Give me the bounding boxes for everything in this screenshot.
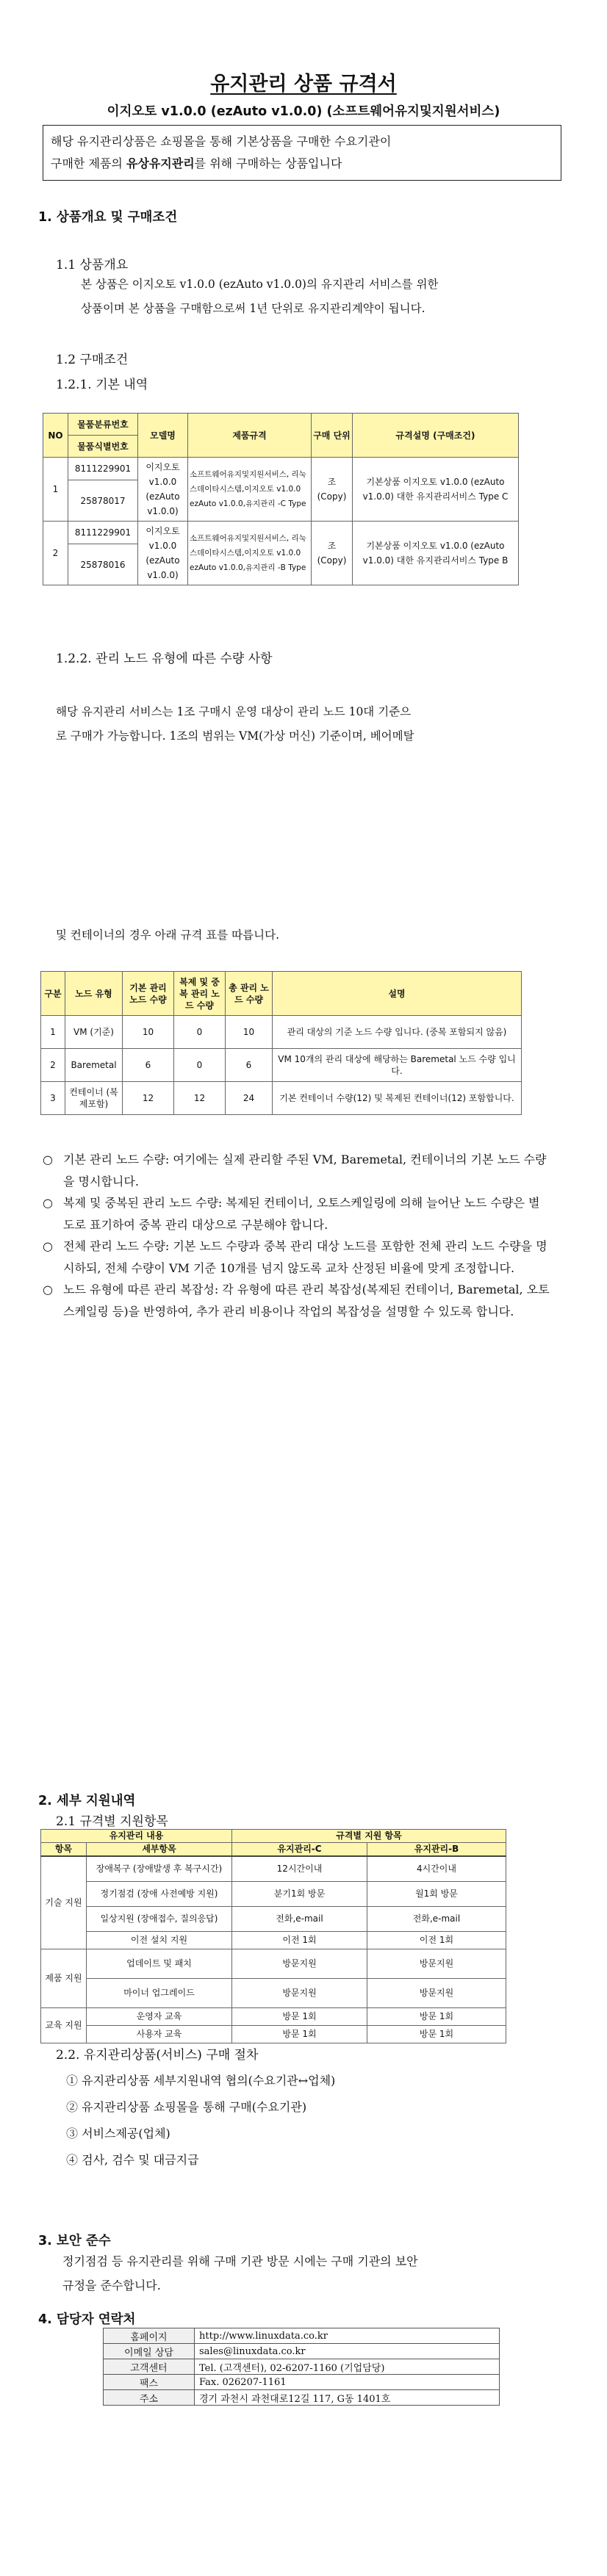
section-1-2-2-line: 해당 유지관리 서비스는 1조 구매시 운영 대상이 관리 노드 10대 기준으 [56,705,412,718]
row-no: 2 [43,522,68,585]
row-type: VM (기준) [65,1016,123,1049]
section-1-2-2-line: 로 구매가 가능합니다. 1조의 범위는 VM(가상 머신) 기준이며, 베어메탈 [56,729,414,743]
row-div: 3 [41,1082,65,1115]
section-3-line: 정기점검 등 유지관리를 위해 구매 기관 방문 시에는 구매 기관의 보안 [62,2254,418,2268]
list-item-text: 노드 유형에 따른 관리 복잡성: 각 유형에 따른 관리 복잡성(복제된 컨테이너, Baremetal, 오토스케일링 등)을 반영하여, 추가 관리 비용이나 작업의 복잡성을 설명할 수 있도록 합니다. [63,1282,550,1318]
basic-spec-table [43,413,519,585]
row-id-no: 25878016 [68,544,138,585]
circle-bullet-icon: ○ [43,1152,53,1166]
row-total: 6 [226,1049,273,1082]
row-div: 1 [41,1016,65,1049]
list-item-text: 전체 관리 노드 수량: 기본 노드 수량과 중복 관리 대상 노드를 포함한 전체 관리 노드 수량을 명시하되, 전체 수량이 VM 기준 10개를 넘지 않도록 교차 산정된 비율에 맞게 조정합니다. [63,1239,547,1275]
row-class-no: 8111229901 [68,522,138,544]
list-item-text: 기본 관리 노드 수량: 여기에는 실제 관리할 주된 VM, Baremetal, 컨테이너의 기본 노드 수량을 명시합니다. [63,1152,547,1188]
section-1-2-2-line: 및 컨테이너의 경우 아래 규격 표를 따릅니다. [56,928,280,942]
section-1-2-1-heading: 1.2.1. 기본 내역 [56,378,148,392]
list-item [43,1279,550,1322]
header-id-no: 물품식별번호 [68,436,138,458]
row-model: 이지오토 v1.0.0 (ezAuto v1.0.0) [138,522,188,585]
header-item: 항목 [41,1843,87,1857]
row-detail: 정기점검 (장애 사전예방 지원) [87,1881,232,1906]
row-spec: 소프트웨어유지및지원서비스, 리눅스데이타시스템,이지오토 v1.0.0 ezAuto v1.0.0,유지관리 -C Type [188,458,312,522]
list-item [43,1235,550,1279]
header-type-c: 유지관리-C [232,1843,367,1857]
list-item [66,2121,335,2147]
section-2-2-heading: 2.2. 유지관리상품(서비스) 구매 절차 [56,2048,259,2063]
row-desc: 관리 대상의 기준 노드 수량 입니다. (중복 포함되지 않음) [273,1016,522,1049]
row-detail: 업데이트 및 패치 [87,1949,232,1978]
node-quantity-table [40,971,522,1115]
row-c: 분기1회 방문 [232,1881,367,1906]
notes-list [43,1149,550,1322]
row-unit: 조 (Copy) [312,458,353,522]
section-2-1-heading: 2.1 규격별 지원항목 [56,1814,168,1829]
step-number: ③ [66,2126,79,2140]
row-b: 4시간이내 [367,1856,506,1881]
row-detail: 운영자 교육 [87,2007,232,2025]
contact-label: 팩스 [104,2375,195,2390]
group-name: 기술 지원 [41,1856,87,1949]
list-item [66,2094,335,2121]
row-detail: 장애복구 (장애발생 후 복구시간) [87,1856,232,1881]
intro-text: 구매한 제품의 [51,156,126,170]
row-b: 방문 1회 [367,2007,506,2025]
row-b: 방문지원 [367,1949,506,1978]
header-div: 구분 [41,972,65,1016]
header-detail: 세부항목 [87,1843,232,1857]
row-no: 1 [43,458,68,522]
row-spec: 소프트웨어유지및지원서비스, 리눅스데이타시스템,이지오토 v1.0.0 ezAuto v1.0.0,유지관리 -B Type [188,522,312,585]
circle-bullet-icon: ○ [43,1282,53,1296]
row-base: 10 [123,1016,174,1049]
list-item-text: 복제 및 중복된 관리 노드 수량: 복제된 컨테이너, 오토스케일링에 의해 늘어난 노드 수량은 별도로 표기하여 중복 관리 대상으로 구분해야 합니다. [63,1196,540,1232]
support-items-table [40,1829,506,2043]
header-desc: 설명 [273,972,522,1016]
header-unit: 구매 단위 [312,414,353,458]
row-c: 방문 1회 [232,2025,367,2043]
row-unit: 조 (Copy) [312,522,353,585]
row-id-no: 25878017 [68,480,138,522]
header-model: 모델명 [138,414,188,458]
row-c: 전화,e-mail [232,1906,367,1931]
row-total: 24 [226,1082,273,1115]
header-total: 총 관리 노드 수량 [226,972,273,1016]
intro-box [43,125,561,181]
section-1-1-heading: 1.1 상품개요 [56,258,129,273]
step-number: ④ [66,2153,79,2167]
contact-table [103,2328,500,2406]
circle-bullet-icon: ○ [43,1196,53,1210]
group-name: 교육 지원 [41,2007,87,2043]
step-text: 검사, 검수 및 대금지급 [82,2153,199,2167]
contact-label: 이메일 상담 [104,2344,195,2359]
section-1-1-line: 상품이며 본 상품을 구매함으로써 1년 단위로 유지관리계약이 됩니다. [81,302,425,315]
section-1-heading: 1. 상품개요 및 구매조건 [38,210,178,225]
header-content: 유지관리 내용 [41,1830,232,1843]
purchase-steps [66,2068,335,2173]
section-1-2-2-heading: 1.2.2. 관리 노드 유형에 따른 수량 사항 [56,652,273,666]
row-dup: 12 [174,1082,226,1115]
row-c: 방문지원 [232,1978,367,2007]
group-name: 제품 지원 [41,1949,87,2007]
page-title: 유지관리 상품 규격서 [210,73,397,95]
row-type: 컨테이너 (복제포함) [65,1082,123,1115]
row-total: 10 [226,1016,273,1049]
contact-label: 주소 [104,2390,195,2406]
row-c: 이전 1회 [232,1931,367,1949]
intro-line: 해당 유지관리상품은 쇼핑몰을 통해 기본상품을 구매한 수요기관이 [51,134,392,148]
header-spec: 제품규격 [188,414,312,458]
row-div: 2 [41,1049,65,1082]
step-text: 유지관리상품 쇼핑몰을 통해 구매(수요기관) [82,2100,307,2114]
contact-email-link[interactable]: sales@linuxdata.co.kr [195,2344,500,2359]
section-2-heading: 2. 세부 지원내역 [38,1794,136,1808]
circle-bullet-icon: ○ [43,1239,53,1253]
contact-value: Tel. (고객센터), 02-6207-1160 (기업담당) [195,2359,500,2375]
contact-label: 홈페이지 [104,2328,195,2344]
intro-emphasis: 유상유지관리 [126,156,195,170]
row-b: 전화,e-mail [367,1906,506,1931]
row-detail: 사용자 교육 [87,2025,232,2043]
header-no: NO [43,414,68,458]
row-detail: 마이너 업그레이드 [87,1978,232,2007]
header-dup: 복제 및 중복 관리 노드 수량 [174,972,226,1016]
section-3-heading: 3. 보안 준수 [38,2234,111,2248]
step-number: ② [66,2100,79,2114]
list-item [43,1192,550,1235]
header-base: 기본 관리 노드 수량 [123,972,174,1016]
header-class-no: 물품분류번호 [68,414,138,436]
intro-text: 를 위해 구매하는 상품입니다 [194,156,342,170]
row-c: 방문지원 [232,1949,367,1978]
list-item [43,1149,550,1192]
row-detail: 일상지원 (장애접수, 질의응답) [87,1906,232,1931]
list-item [66,2147,335,2173]
contact-homepage-link[interactable]: http://www.linuxdata.co.kr [195,2328,500,2344]
row-detail: 이전 설치 지원 [87,1931,232,1949]
row-type: Baremetal [65,1049,123,1082]
row-base: 6 [123,1049,174,1082]
list-item [66,2068,335,2094]
row-b: 방문 1회 [367,2025,506,2043]
row-base: 12 [123,1082,174,1115]
row-b: 방문지원 [367,1978,506,2007]
header-desc: 규격설명 (구매조건) [353,414,519,458]
row-class-no: 8111229901 [68,458,138,480]
row-desc: 기본상품 이지오토 v1.0.0 (ezAuto v1.0.0) 대한 유지관리서비스 Type C [353,458,519,522]
header-type-b: 유지관리-B [367,1843,506,1857]
section-3-line: 규정을 준수합니다. [62,2279,161,2292]
row-b: 월1회 방문 [367,1881,506,1906]
contact-value: 경기 과천시 과천대로12길 117, G동 1401호 [195,2390,500,2406]
intro-line [51,153,553,175]
step-number: ① [66,2074,79,2088]
section-1-2-heading: 1.2 구매조건 [56,353,129,367]
step-text: 서비스제공(업체) [82,2126,170,2140]
row-dup: 0 [174,1049,226,1082]
row-model: 이지오토 v1.0.0 (ezAuto v1.0.0) [138,458,188,522]
row-desc: VM 10개의 관리 대상에 해당하는 Baremetal 노드 수량 입니다. [273,1049,522,1082]
row-desc: 기본상품 이지오토 v1.0.0 (ezAuto v1.0.0) 대한 유지관리서비스 Type B [353,522,519,585]
section-1-1-line: 본 상품은 이지오토 v1.0.0 (ezAuto v1.0.0)의 유지관리 서비스를 위한 [81,278,439,291]
row-desc: 기본 컨테이너 수량(12) 및 복제된 컨테이너(12) 포함합니다. [273,1082,522,1115]
header-support: 규격별 지원 항목 [232,1830,506,1843]
row-dup: 0 [174,1016,226,1049]
row-b: 이전 1회 [367,1931,506,1949]
header-type: 노드 유형 [65,972,123,1016]
page-subtitle: 이지오토 v1.0.0 (ezAuto v1.0.0) (소프트웨어유지및지원서비스) [107,104,500,119]
step-text: 유지관리상품 세부지원내역 협의(수요기관↔업체) [82,2074,336,2088]
row-c: 방문 1회 [232,2007,367,2025]
contact-label: 고객센터 [104,2359,195,2375]
row-c: 12시간이내 [232,1856,367,1881]
section-4-heading: 4. 담당자 연락처 [38,2312,136,2327]
contact-value: Fax. 026207-1161 [195,2375,500,2390]
